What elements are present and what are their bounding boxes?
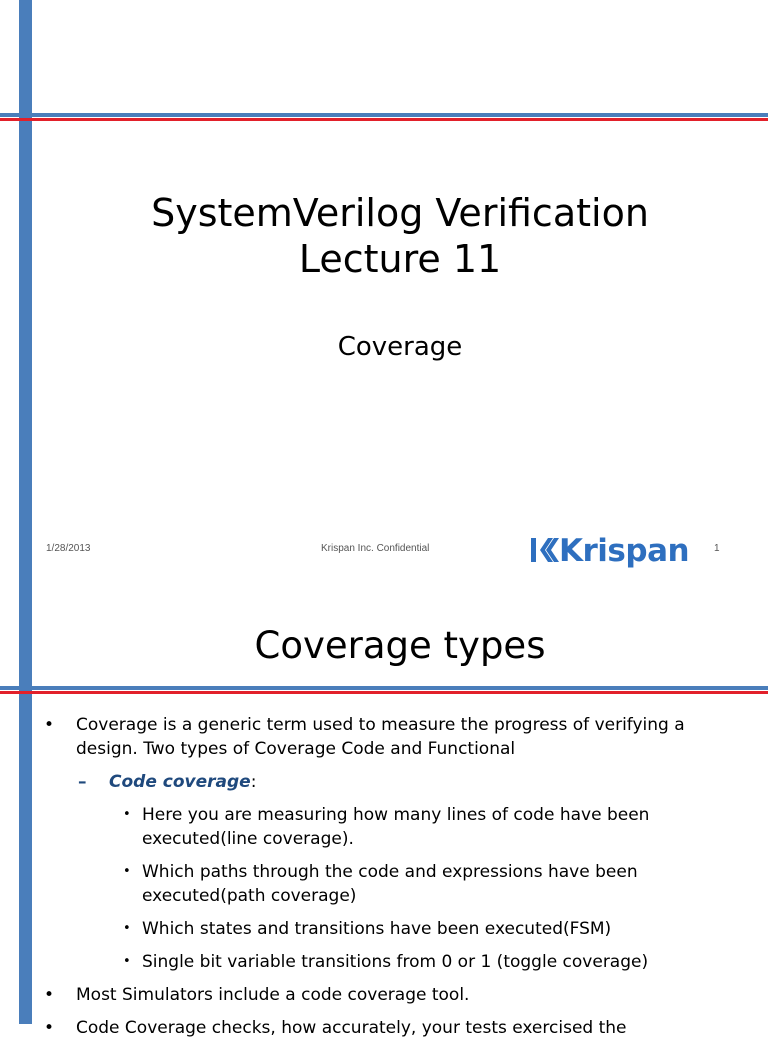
bullet-marker: • [44, 985, 55, 1005]
header-divider [0, 686, 768, 696]
title-line-2: Lecture 11 [298, 237, 502, 281]
krispan-logo-icon [529, 532, 559, 570]
slide-2 [0, 582, 768, 1038]
bullet-marker: • [123, 921, 131, 936]
header-divider [0, 113, 768, 123]
left-accent-bar [19, 0, 32, 582]
list-item [44, 713, 740, 761]
list-item [44, 917, 740, 941]
slide-title: Coverage types [254, 624, 546, 667]
footer-date: 1/28/2013 [46, 543, 91, 554]
list-item [44, 1016, 740, 1040]
bullet-text: Here you are measuring how many lines of code have been executed(line coverage). [142, 805, 650, 849]
bullet-marker: • [44, 1018, 55, 1038]
krispan-logo [529, 532, 690, 570]
divider-blue-line [0, 113, 768, 117]
bullet-text: Single bit variable transitions from 0 or 1 (toggle coverage) [142, 952, 649, 972]
bullet-text: Coverage is a generic term used to measure the progress of verifying a design. Two types of Coverage Code and Functional [76, 715, 685, 759]
left-accent-bar [19, 582, 32, 1024]
list-item [44, 860, 740, 908]
list-item [44, 983, 740, 1007]
bullet-list [44, 713, 740, 1049]
code-coverage-heading: Code coverage [109, 772, 251, 792]
bullet-marker: • [44, 715, 55, 735]
dash-marker: – [78, 772, 87, 792]
title-line-1: SystemVerilog Verification [151, 191, 649, 235]
slide-title [32, 190, 768, 282]
heading-colon: : [250, 772, 257, 792]
list-item [44, 950, 740, 974]
footer-confidential: Krispan Inc. Confidential [321, 543, 430, 554]
bullet-marker: • [123, 954, 131, 969]
bullet-marker: • [123, 807, 131, 822]
divider-red-line [0, 118, 768, 121]
bullet-text: Code Coverage checks, how accurately, your tests exercised the [76, 1018, 627, 1038]
bullet-text: Which states and transitions have been executed(FSM) [142, 919, 612, 939]
list-item [44, 803, 740, 851]
list-item [44, 770, 740, 794]
divider-red-line [0, 691, 768, 694]
footer-page-number: 1 [714, 543, 720, 554]
slide-subtitle: Coverage [337, 332, 463, 362]
bullet-text: Most Simulators include a code coverage tool. [76, 985, 470, 1005]
bullet-text: Which paths through the code and expressions have been executed(path coverage) [142, 862, 638, 906]
logo-wordmark: Krispan [559, 533, 690, 569]
divider-blue-line [0, 686, 768, 690]
bullet-marker: • [123, 864, 131, 879]
